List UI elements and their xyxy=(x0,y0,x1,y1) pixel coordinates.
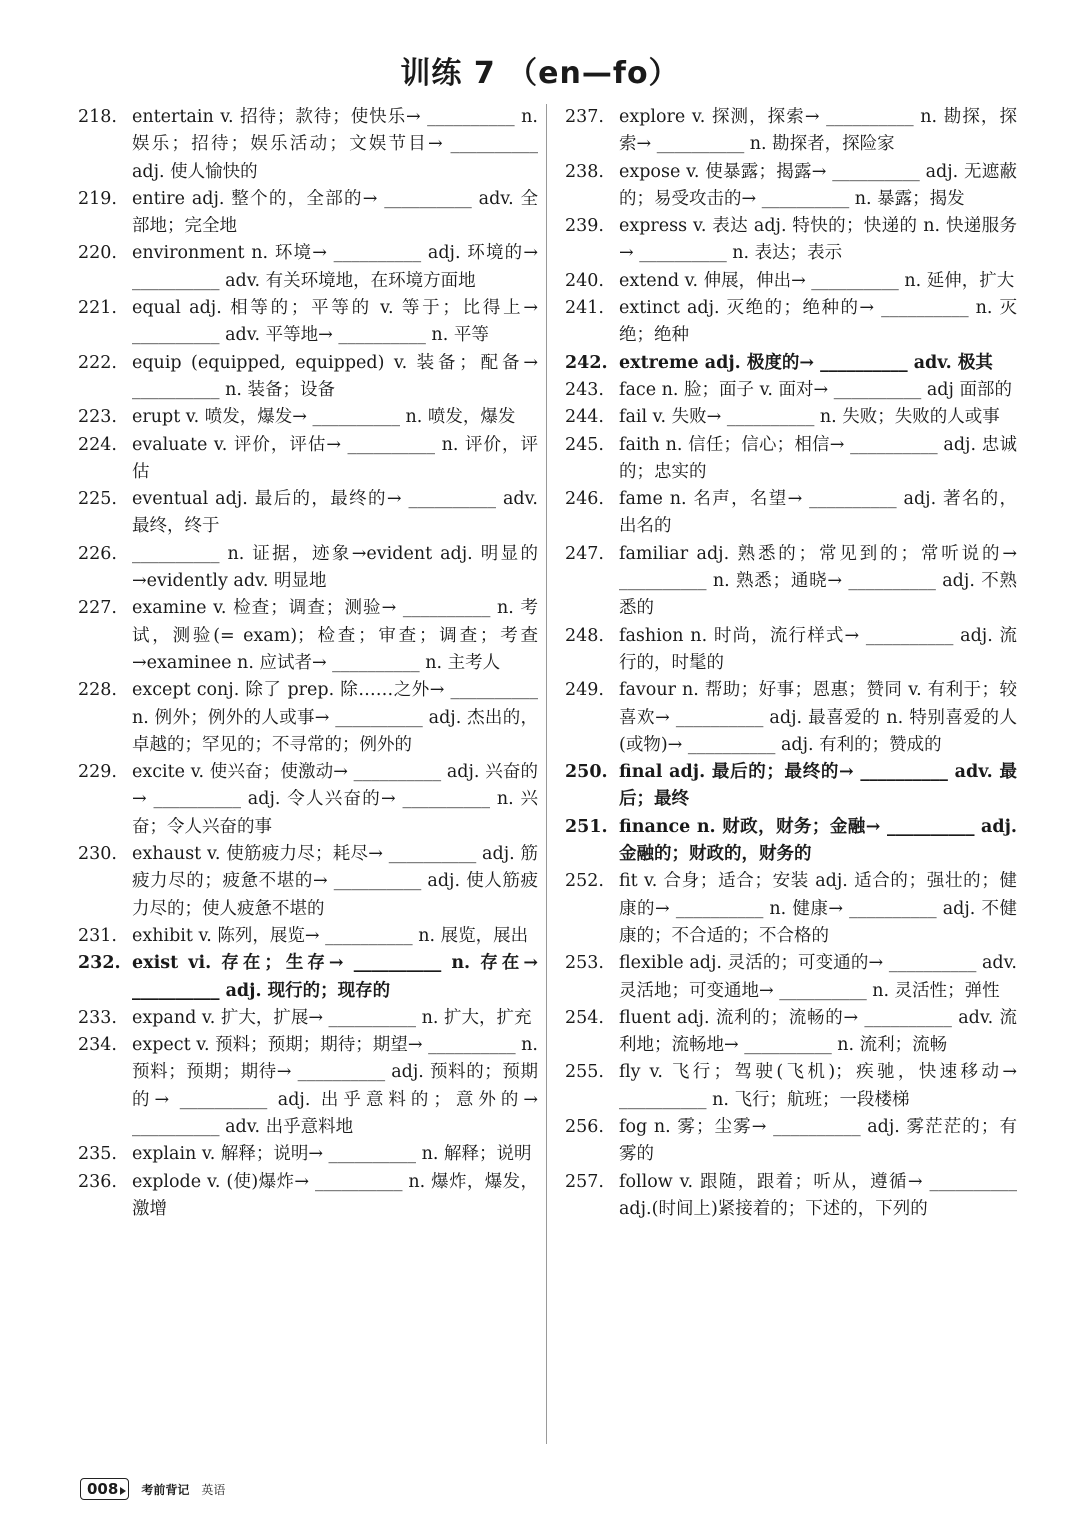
vocab-entry xyxy=(78,350,538,405)
page-title: 训练 7 （en—fo） xyxy=(400,56,680,91)
vocab-entry xyxy=(565,295,1017,350)
vocab-entry xyxy=(565,868,1017,950)
vocab-entry xyxy=(78,295,538,350)
vocab-entry xyxy=(78,541,538,596)
vocab-entry xyxy=(565,432,1017,487)
entry-number: 249. xyxy=(565,680,604,701)
entry-number: 226. xyxy=(78,543,117,564)
entry-text: fame n. 名声，名望→ __________ adj. 著名的，出名的 xyxy=(619,489,1017,537)
entry-number: 219. xyxy=(78,188,117,209)
entry-text: fluent adj. 流利的；流畅的→ __________ adv. 流利地；流畅地→ __________ n. 流利；流畅 xyxy=(619,1007,1017,1056)
vocab-entry xyxy=(78,240,538,295)
vocab-entry xyxy=(78,841,538,923)
entry-text: evaluate v. 评价，评估→ __________ n. 评价，评估 xyxy=(132,434,538,482)
entry-text: expect v. 预料；预期；期待；期望→ __________ n. 预料；预期；期待→ __________ adj. 预料的；预期的→ __________ adj. 出乎意料的；意外的→ __________ adv. 出乎意料地 xyxy=(132,1035,538,1137)
entry-number: 224. xyxy=(78,434,117,455)
entry-text: excite v. 使兴奋；使激动→ __________ adj. 兴奋的→ __________ adj. 令人兴奋的→ __________ n. 兴奋；令人兴奋的事 xyxy=(132,762,538,837)
left-column xyxy=(78,104,538,1223)
entry-number: 250. xyxy=(565,762,608,783)
vocab-entry xyxy=(565,377,1017,404)
entry-text: entire adj. 整个的，全部的→ __________ adv. 全部地；完全地 xyxy=(132,188,538,237)
entry-number: 231. xyxy=(78,925,117,946)
vocab-entry xyxy=(565,1169,1017,1224)
entry-text: erupt v. 喷发，爆发→ __________ n. 喷发，爆发 xyxy=(132,407,516,428)
entry-text: explore v. 探测，探索→ __________ n. 勘探，探索→ __________ n. 勘探者，探险家 xyxy=(619,107,1017,155)
page-number: 008 xyxy=(80,1478,129,1500)
vocab-entry xyxy=(565,213,1017,268)
vocab-entry xyxy=(78,1032,538,1141)
entry-text: fog n. 雾；尘雾→ __________ adj. 雾茫茫的；有雾的 xyxy=(619,1116,1017,1165)
vocab-entry xyxy=(78,104,538,186)
entry-text: environment n. 环境→ __________ adj. 环境的→ __________ adv. 有关环境地，在环境方面地 xyxy=(132,243,538,291)
entry-number: 222. xyxy=(78,352,117,373)
entry-number: 232. xyxy=(78,953,121,974)
entry-number: 243. xyxy=(565,379,604,400)
vocab-entry xyxy=(565,759,1017,814)
entry-number: 242. xyxy=(565,352,608,373)
entry-text: examine v. 检查；调查；测验→ __________ n. 考试，测验(= exam)；检查；审查；调查；考查→examinee n. 应试者→ __________ n. 主考人 xyxy=(132,598,538,673)
entry-number: 239. xyxy=(565,216,604,237)
page-footer xyxy=(80,1478,225,1500)
entry-number: 221. xyxy=(78,298,117,319)
entry-number: 237. xyxy=(565,107,604,127)
entry-number: 253. xyxy=(565,953,604,974)
subject-label: 英语 xyxy=(201,1482,226,1497)
vocab-entry xyxy=(565,268,1017,295)
entry-text: extend v. 伸展，伸出→ __________ n. 延伸，扩大 xyxy=(619,270,1015,291)
vocab-entry xyxy=(565,950,1017,1005)
entry-text: fly v. 飞行；驾驶(飞机)；疾驰，快速移动→ __________ n. 飞行；航班；一段楼梯 xyxy=(619,1062,1017,1110)
vocab-entry xyxy=(565,677,1017,759)
vocab-entry xyxy=(565,541,1017,623)
entry-text: flexible adj. 灵活的；可变通的→ __________ adv. 灵活地；可变通地→ __________ n. 灵活性；弹性 xyxy=(619,953,1017,1001)
vocab-entry xyxy=(78,186,538,241)
column-divider xyxy=(546,104,547,1444)
right-column xyxy=(565,104,1017,1223)
vocab-entry xyxy=(565,159,1017,214)
vocab-entry xyxy=(78,432,538,487)
vocab-entry xyxy=(565,623,1017,678)
entry-text: faith n. 信任；信心；相信→ __________ adj. 忠诚的；忠实的 xyxy=(619,434,1017,482)
entry-text: eventual adj. 最后的，最终的→ __________ adv. 最终，终于 xyxy=(132,489,538,537)
vocab-entry xyxy=(78,1141,538,1168)
vocab-entry xyxy=(78,950,538,1005)
entry-number: 240. xyxy=(565,270,604,291)
vocab-entry xyxy=(565,1005,1017,1060)
entry-number: 227. xyxy=(78,598,117,619)
entry-number: 218. xyxy=(78,107,117,127)
entry-text: equal adj. 相等的；平等的 v. 等于；比得上→ __________ adv. 平等地→ __________ n. 平等 xyxy=(132,298,538,346)
entry-text: favour n. 帮助；好事；恩惠；赞同 v. 有利于；较喜欢→ __________ adj. 最喜爱的 n. 特别喜爱的人(或物)→ __________ adj. 有利的；赞成的 xyxy=(619,680,1017,755)
vocab-entry xyxy=(565,350,1017,377)
vocab-entry xyxy=(78,677,538,759)
entry-text: familiar adj. 熟悉的；常见到的；常听说的→ __________ n. 熟悉；通晓→ __________ adj. 不熟悉的 xyxy=(619,543,1017,619)
entry-number: 228. xyxy=(78,680,117,701)
entry-number: 235. xyxy=(78,1144,117,1165)
entry-text: extreme adj. 极度的→ __________ adv. 极其 xyxy=(619,352,993,373)
vocab-entry xyxy=(78,1005,538,1032)
entry-number: 225. xyxy=(78,489,117,510)
vocab-entry xyxy=(565,486,1017,541)
entry-number: 220. xyxy=(78,243,117,264)
entry-text: fail v. 失败→ __________ n. 失败；失败的人或事 xyxy=(619,407,1000,428)
entry-text: extinct adj. 灭绝的；绝种的→ __________ n. 灭绝；绝种 xyxy=(619,298,1017,346)
entry-number: 254. xyxy=(565,1007,604,1028)
entry-number: 248. xyxy=(565,625,604,646)
vocab-entry xyxy=(78,1169,538,1224)
entry-text: finance n. 财政，财务；金融→ __________ adj. 金融的；财政的，财务的 xyxy=(619,816,1017,865)
entry-text: equip (equipped, equipped) v. 装备；配备→ __________ n. 装备；设备 xyxy=(132,352,538,400)
entry-number: 223. xyxy=(78,407,117,428)
entry-number: 256. xyxy=(565,1116,604,1137)
entry-number: 241. xyxy=(565,298,604,319)
entry-text: explain v. 解释；说明→ __________ n. 解释；说明 xyxy=(132,1144,532,1165)
vocab-entry xyxy=(565,814,1017,869)
entry-number: 257. xyxy=(565,1171,604,1192)
entry-number: 251. xyxy=(565,816,608,837)
vocab-entry xyxy=(78,404,538,431)
entry-text: exhibit v. 陈列，展览→ __________ n. 展览，展出 xyxy=(132,925,529,946)
vocab-entry xyxy=(565,1114,1017,1169)
entry-text: except conj. 除了 prep. 除……之外→ __________ n. 例外；例外的人或事→ __________ adj. 杰出的，卓越的；罕见的；不寻常的；例外的 xyxy=(132,680,538,755)
vocab-entry xyxy=(565,1059,1017,1114)
vocab-entry xyxy=(565,404,1017,431)
entry-number: 230. xyxy=(78,844,117,865)
entry-text: explode v. (使)爆炸→ __________ n. 爆炸，爆发，激增 xyxy=(132,1171,538,1219)
entry-text: entertain v. 招待；款待；使快乐→ __________ n. 娱乐；招待；娱乐活动；文娱节目→ __________ adj. 使人愉快的 xyxy=(132,107,538,182)
entry-number: 246. xyxy=(565,489,604,510)
vocab-entry xyxy=(565,104,1017,159)
entry-number: 234. xyxy=(78,1035,117,1056)
vocab-entry xyxy=(78,759,538,841)
entry-text: exist vi. 存在；生存→ __________ n. 存在→ __________ adj. 现行的；现存的 xyxy=(132,953,538,1001)
entry-text: face n. 脸；面子 v. 面对→ __________ adj 面部的 xyxy=(619,379,1012,400)
vocab-entry xyxy=(78,595,538,677)
entry-text: expose v. 使暴露；揭露→ __________ adj. 无遮蔽的；易受攻击的→ __________ n. 暴露；揭发 xyxy=(619,161,1017,209)
entry-text: fit v. 合身；适合；安装 adj. 适合的；强壮的；健康的→ __________ n. 健康→ __________ adj. 不健康的；不合适的；不合格的 xyxy=(619,871,1017,946)
vocab-entry xyxy=(78,486,538,541)
entry-number: 233. xyxy=(78,1007,117,1028)
book-name: 考前背记 xyxy=(141,1482,190,1497)
entry-number: 247. xyxy=(565,543,604,564)
entry-number: 255. xyxy=(565,1062,604,1083)
vocab-entry xyxy=(78,923,538,950)
entry-number: 244. xyxy=(565,407,604,428)
entry-text: follow v. 跟随，跟着；听从，遵循→ __________ adj.(时间上)紧接着的；下述的，下列的 xyxy=(619,1171,1017,1219)
entry-text: fashion n. 时尚，流行样式→ __________ adj. 流行的，时髦的 xyxy=(619,625,1017,673)
entry-text: final adj. 最后的；最终的→ __________ adv. 最后；最终 xyxy=(619,762,1017,810)
entry-text: express v. 表达 adj. 特快的；快递的 n. 快递服务→ __________ n. 表达；表示 xyxy=(619,216,1017,264)
entry-number: 236. xyxy=(78,1171,117,1192)
entry-number: 245. xyxy=(565,434,604,455)
entry-number: 229. xyxy=(78,762,117,783)
entry-number: 252. xyxy=(565,871,604,892)
entry-number: 238. xyxy=(565,161,604,182)
entry-text: exhaust v. 使筋疲力尽；耗尽→ __________ adj. 筋疲力尽的；疲惫不堪的→ __________ adj. 使人筋疲力尽的；使人疲惫不堪的 xyxy=(132,844,538,919)
entry-text: expand v. 扩大，扩展→ __________ n. 扩大，扩充 xyxy=(132,1007,532,1028)
entry-text: __________ n. 证据，迹象→evident adj. 明显的→evidently adv. 明显地 xyxy=(132,543,538,592)
